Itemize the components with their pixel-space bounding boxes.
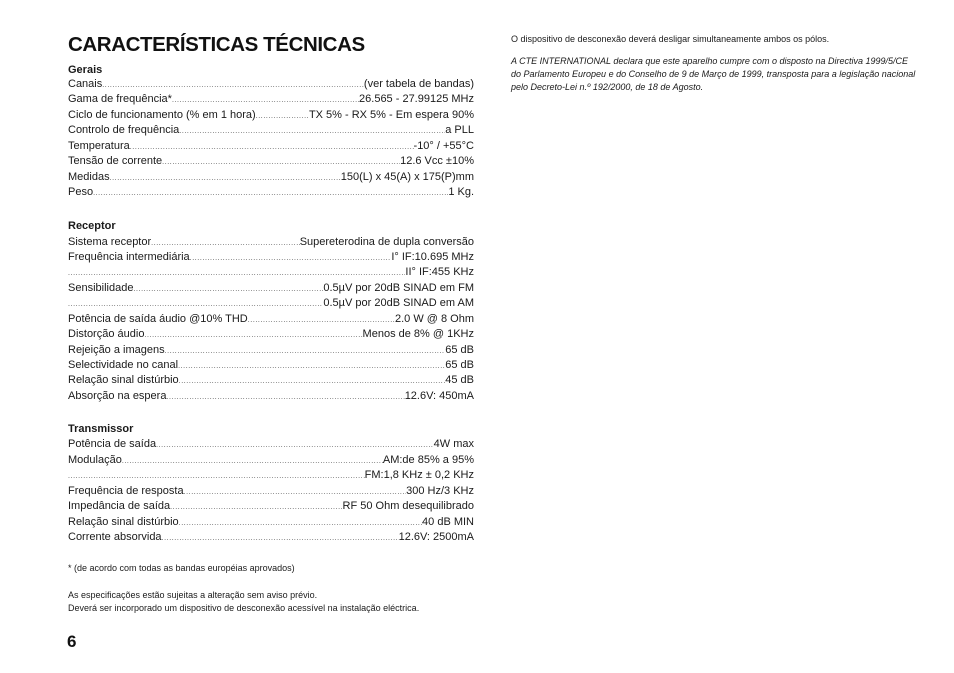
spec-row <box>68 499 474 514</box>
spec-row <box>68 170 474 185</box>
spec-label: Tensão de corrente <box>68 155 163 168</box>
section-title: Gerais <box>68 64 103 76</box>
dot-leader <box>130 140 414 154</box>
spec-value: II° IF:455 KHz <box>405 266 474 279</box>
dot-leader <box>170 500 342 514</box>
section-transmissor <box>68 422 474 545</box>
spec-label: Medidas <box>68 170 110 183</box>
spec-label: Selectividade no canal <box>68 359 179 371</box>
spec-value: 45 dB <box>445 374 474 387</box>
spec-row <box>68 77 474 92</box>
spec-label: Peso <box>68 186 94 199</box>
spec-value: a PLL <box>445 124 474 137</box>
spec-row <box>68 358 474 373</box>
dot-leader <box>184 485 407 499</box>
dot-leader <box>151 236 300 250</box>
spec-value: 300 Hz/3 KHz <box>406 484 474 497</box>
spec-label: Impedância de saída <box>68 500 171 513</box>
spec-label: Frequência de resposta <box>68 484 184 497</box>
disconnect-device-note: Deverá ser incorporado um dispositivo de desconexão acessível na instalação eléctrica. <box>68 603 420 614</box>
spec-value: 150(L) x 45(A) x 175(P)mm <box>340 170 474 183</box>
spec-row <box>68 468 474 483</box>
spec-label: Controlo de frequência <box>68 124 180 137</box>
spec-value: 0.5µV por 20dB SINAD em AM <box>323 297 474 310</box>
spec-row <box>68 296 474 311</box>
section-receptor <box>68 219 474 405</box>
dot-leader <box>156 438 434 452</box>
dot-leader <box>133 282 323 296</box>
spec-label: Modulação <box>68 453 122 466</box>
spec-value: (ver tabela de bandas) <box>363 78 474 90</box>
spec-row <box>68 389 474 404</box>
spec-value: 40 dB MIN <box>422 515 474 528</box>
conformity-declaration: A CTE INTERNATIONAL declara que este aparelho cumpre com o disposto na Directiva 1999/5/CE do Parlamento Europeu e do Conselho de 9 de Março de 1999, transposta para a legislação nacional pelo Decreto-Lei n.º 192/2000, de 18 de Agosto. <box>511 56 916 92</box>
spec-label: Canais <box>68 78 103 90</box>
dot-leader <box>68 297 323 311</box>
spec-row <box>68 437 474 452</box>
dot-leader <box>179 374 446 388</box>
dot-leader <box>68 469 365 483</box>
spec-label: Potência de saída <box>68 438 157 451</box>
spec-value: AM:de 85% a 95% <box>382 453 474 466</box>
dot-leader <box>190 251 392 265</box>
spec-label: Rejeição a imagens <box>68 343 165 356</box>
disconnect-note: O dispositivo de desconexão deverá desligar simultaneamente ambos os pólos. <box>511 34 830 44</box>
dot-leader <box>110 171 341 185</box>
page-number: 6 <box>67 632 77 651</box>
spec-value: Supereterodina de dupla conversão <box>299 235 474 248</box>
footnote: * (de acordo com todas as bandas européias aprovados) <box>68 563 295 574</box>
spec-value: 2.0 W @ 8 Ohm <box>394 312 474 325</box>
spec-value: 65 dB <box>445 359 474 371</box>
spec-row <box>68 139 474 154</box>
spec-row <box>68 265 474 280</box>
spec-row <box>68 281 474 296</box>
spec-row <box>68 235 474 250</box>
spec-label: Frequência intermediária <box>68 250 190 263</box>
spec-value: -10° / +55°C <box>413 139 474 152</box>
dot-leader <box>102 78 364 92</box>
section-title: Transmissor <box>68 423 134 436</box>
section-title: Receptor <box>68 219 116 232</box>
spec-value: 65 dB <box>445 343 474 356</box>
spec-value: 26.565 - 27.99125 MHz <box>359 93 474 106</box>
dot-leader <box>68 266 405 280</box>
spec-value: 1 Kg. <box>448 186 474 199</box>
spec-value: 12.6V: 2500mA <box>398 530 474 543</box>
spec-row <box>68 185 474 200</box>
spec-row <box>68 108 474 123</box>
spec-label: Relação sinal distúrbio <box>68 515 179 528</box>
dot-leader <box>179 516 422 530</box>
spec-value: 0.5µV por 20dB SINAD em FM <box>323 281 474 294</box>
dot-leader <box>179 124 445 138</box>
spec-label: Potência de saída áudio @10% THD <box>68 312 248 325</box>
dot-leader <box>256 109 309 123</box>
spec-label: Absorção na espera <box>68 389 167 402</box>
spec-value: 12.6V: 450mA <box>404 389 474 402</box>
dot-leader <box>248 313 395 327</box>
spec-value: RF 50 Ohm desequilibrado <box>342 500 474 513</box>
spec-value: 12.6 Vcc ±10% <box>400 155 474 168</box>
spec-value: Menos de 8% @ 1KHz <box>362 328 474 341</box>
dot-leader <box>178 359 445 373</box>
spec-row <box>68 123 474 138</box>
spec-row <box>68 530 474 545</box>
spec-row <box>68 250 474 265</box>
spec-row <box>68 343 474 358</box>
spec-row <box>68 154 474 169</box>
specs-column <box>68 31 474 616</box>
dot-leader <box>162 155 400 169</box>
notes-column <box>511 33 919 94</box>
spec-row <box>68 92 474 107</box>
dot-leader <box>166 390 404 404</box>
spec-label: Corrente absorvida <box>68 530 162 543</box>
spec-value: TX 5% - RX 5% - Em espera 90% <box>308 108 474 121</box>
spec-label: Sensibilidade <box>68 281 134 294</box>
spec-change-note: As especificações estão sujeitas a alteração sem aviso prévio. <box>68 589 318 600</box>
spec-list <box>68 77 474 201</box>
spec-label: Distorção áudio <box>68 328 145 341</box>
section-gerais <box>68 63 474 201</box>
spec-row <box>68 327 474 342</box>
page-title: CARACTERÍSTICAS TÉCNICAS <box>68 33 365 56</box>
dot-leader <box>172 93 359 107</box>
dot-leader <box>122 454 383 468</box>
spec-row <box>68 373 474 388</box>
dot-leader <box>93 186 448 200</box>
dot-leader <box>165 344 446 358</box>
spec-list <box>68 235 474 405</box>
spec-row <box>68 515 474 530</box>
spec-value: 4W max <box>433 438 474 451</box>
dot-leader <box>162 531 399 545</box>
spec-value: FM:1,8 KHz ± 0,2 KHz <box>364 469 474 482</box>
dot-leader <box>144 328 362 342</box>
spec-value: I° IF:10.695 MHz <box>391 250 474 263</box>
spec-label: Sistema receptor <box>68 235 152 248</box>
spec-label: Relação sinal distúrbio <box>68 374 179 387</box>
spec-label: Gama de frequência* <box>68 93 172 106</box>
spec-label: Ciclo de funcionamento (% em 1 hora) <box>68 108 256 121</box>
spec-label: Temperatura <box>68 139 130 152</box>
spec-list <box>68 437 474 545</box>
spec-row <box>68 453 474 468</box>
spec-row <box>68 484 474 499</box>
spec-row <box>68 312 474 327</box>
